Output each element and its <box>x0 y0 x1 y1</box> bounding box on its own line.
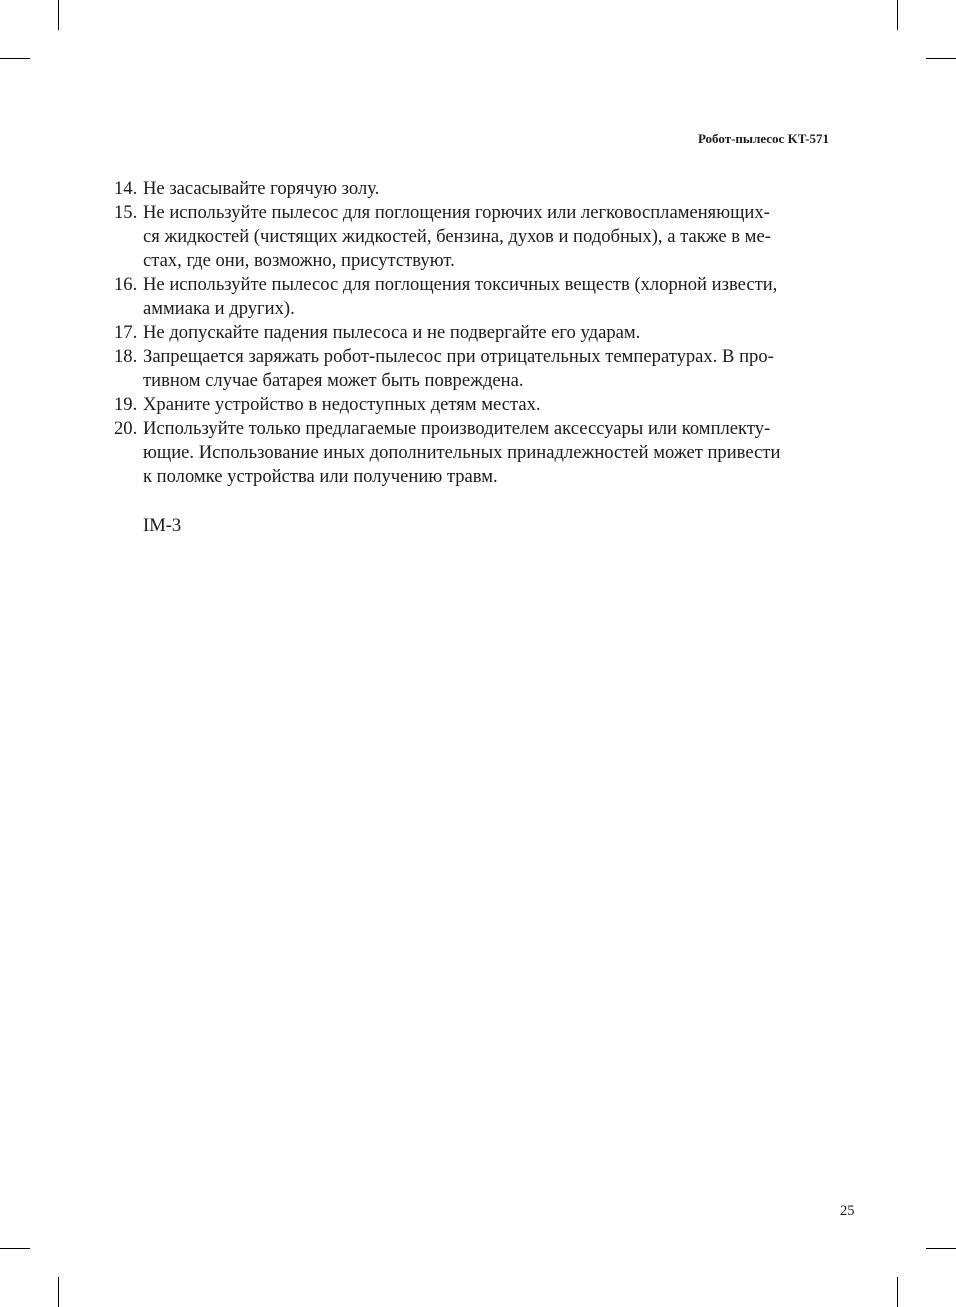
document-code: IM-3 <box>143 515 182 536</box>
list-item <box>110 345 835 393</box>
list-item-number: 17. <box>114 322 138 343</box>
crop-mark-top-right-horizontal <box>926 58 956 59</box>
running-header-title: Робот-пылесос KT-571 <box>697 131 829 146</box>
list-item-text-line: Не допускайте падения пылесоса и не подвергайте его ударам. <box>143 322 641 343</box>
list-item-text-line: ющие. Использование иных дополнительных принадлежностей может привести <box>143 442 781 463</box>
list-item-text-line: Используйте только предлагаемые производителем аксессуары или комплекту- <box>143 418 771 439</box>
crop-mark-bottom-left-horizontal <box>0 1248 30 1249</box>
list-item-text-line: к поломке устройства или получению травм. <box>143 466 498 487</box>
crop-mark-top-right-vertical <box>897 0 898 30</box>
list-item-text-line: стах, где они, возможно, присутствуют. <box>143 250 455 271</box>
list-item <box>110 393 835 417</box>
list-item-text-line: Не используйте пылесос для поглощения токсичных веществ (хлорной извести, <box>143 274 778 295</box>
list-item <box>110 417 835 489</box>
list-item-number: 15. <box>114 202 138 223</box>
list-item <box>110 321 835 345</box>
list-item-number: 14. <box>114 178 138 199</box>
list-item-number: 20. <box>114 418 138 439</box>
list-item-text-line: ся жидкостей (чистящих жидкостей, бензина, духов и подобных), а также в ме- <box>143 226 771 247</box>
crop-mark-top-left-horizontal <box>0 58 30 59</box>
crop-mark-bottom-right-vertical <box>897 1277 898 1307</box>
crop-mark-bottom-right-horizontal <box>926 1248 956 1249</box>
list-item-text-line: аммиака и других). <box>143 298 295 319</box>
list-item <box>110 273 835 321</box>
list-item-number: 18. <box>114 346 138 367</box>
safety-instructions-list <box>110 177 835 489</box>
page-number: 25 <box>840 1203 855 1219</box>
list-item-text-line: тивном случае батарея может быть повреждена. <box>143 370 524 391</box>
list-item-text-line: Не используйте пылесос для поглощения горючих или легковоспламеняющих- <box>143 202 770 223</box>
list-item <box>110 201 835 273</box>
crop-mark-bottom-left-vertical <box>58 1277 59 1307</box>
list-item-text-line: Храните устройство в недоступных детям местах. <box>143 394 541 415</box>
list-item-number: 16. <box>114 274 138 295</box>
crop-mark-top-left-vertical <box>58 0 59 30</box>
list-item-text-line: Не засасывайте горячую золу. <box>143 178 380 199</box>
list-item-number: 19. <box>114 394 138 415</box>
list-item <box>110 177 835 201</box>
list-item-text-line: Запрещается заряжать робот-пылесос при отрицательных температурах. В про- <box>143 346 774 367</box>
